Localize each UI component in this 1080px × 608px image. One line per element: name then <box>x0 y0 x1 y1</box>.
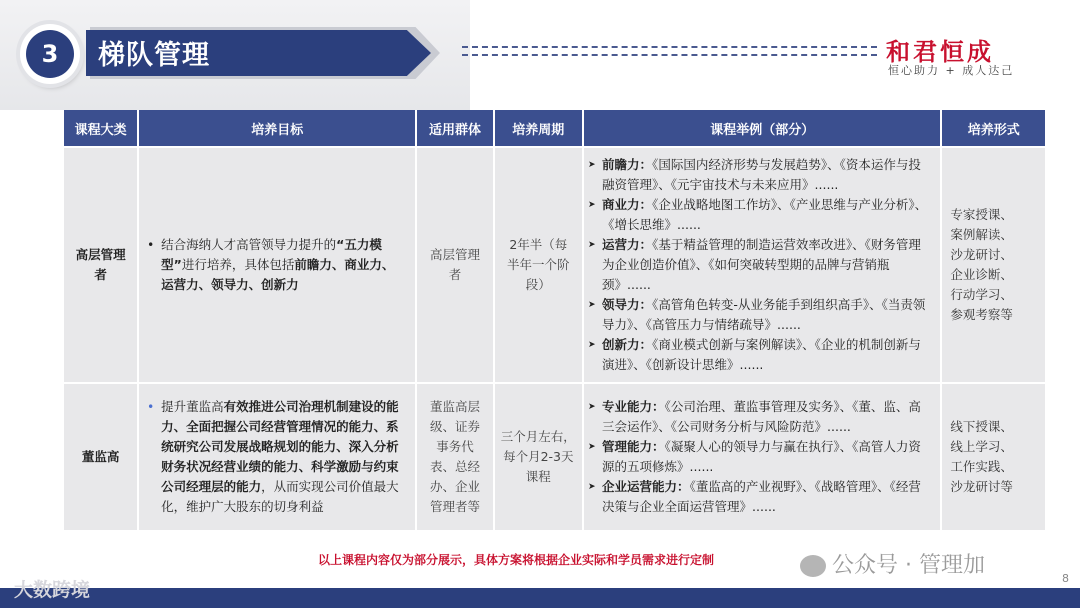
row-goal <box>139 384 415 530</box>
example-text: 《国际国内经济形势与发展趋势》、《资本运作与投融资管理》、《元宇宙技术与未来应用》...... <box>602 157 921 192</box>
row-cycle <box>495 148 582 382</box>
arrow-bullet-icon: ➤ <box>588 402 596 412</box>
row-examples <box>584 148 940 382</box>
row-category <box>64 148 137 382</box>
header-dashed-line-top <box>462 46 877 48</box>
arrow-bullet-icon: ➤ <box>588 240 596 250</box>
wechat-icon <box>800 555 826 577</box>
wechat-account <box>800 548 985 579</box>
format-item: 企业诊断、 <box>950 267 1013 282</box>
arrow-bullet-icon: ➤ <box>588 340 596 350</box>
example-label: 管理能力： <box>602 439 665 454</box>
format-item: 行动学习、 <box>950 287 1013 302</box>
example-label: 商业力： <box>602 197 653 212</box>
format-item: 线下授课、 <box>950 419 1013 434</box>
example-item <box>588 477 932 517</box>
goal-text-bold: 前瞻力、商业力、运营力、领导力、创新力 <box>161 257 395 292</box>
header-goal: 培养目标 <box>139 110 415 146</box>
format-item: 专家授课、 <box>950 207 1013 222</box>
goal-text-pre: 结合海纳人才高管领导力提升的 <box>161 237 337 252</box>
page-title: 梯队管理 <box>98 40 210 71</box>
format-item: 沙龙研讨等 <box>950 479 1013 494</box>
watermark: 大数跨境 <box>14 579 91 601</box>
example-item <box>588 295 932 335</box>
arrow-bullet-icon: ➤ <box>588 482 596 492</box>
goal-text <box>161 235 405 295</box>
example-item <box>588 335 932 375</box>
arrow-bullet-icon: ➤ <box>588 442 596 452</box>
header-group: 适用群体 <box>417 110 492 146</box>
example-text: 《基于精益管理的制造运营效率改进》、《财务管理为企业创造价值》、《如何突破转型期的品牌与营销瓶颈》...... <box>602 237 921 292</box>
example-label: 创新力： <box>602 337 653 352</box>
bullet-icon: • <box>147 238 155 252</box>
cycle-label: 2年半（每半年一个阶段） <box>507 237 570 292</box>
goal-text-mid: 进行培养，具体包括 <box>181 257 295 272</box>
header-dashed-line-bottom <box>462 54 877 56</box>
footer-bar <box>0 588 1080 608</box>
section-number: 3 <box>26 30 74 78</box>
example-text: 《高管角色转变-从业务能手到组织高手》、《当责领导力》、《高管压力与情绪疏导》...... <box>602 297 926 332</box>
category-label: 高层管理者 <box>75 247 126 282</box>
header-examples: 课程举例（部分） <box>584 110 940 146</box>
goal-text <box>161 397 405 517</box>
row-format <box>942 384 1045 530</box>
format-item: 沙龙研讨、 <box>950 247 1013 262</box>
example-label: 运营力： <box>602 237 653 252</box>
example-text: 《企业战略地图工作坊》、《产业思维与产业分析》、《增长思维》...... <box>602 197 928 232</box>
company-slogan: 恒心助力 + 成人达己 <box>888 64 1015 77</box>
table-header-row <box>64 110 1045 146</box>
row-examples <box>584 384 940 530</box>
format-item: 工作实践、 <box>950 459 1013 474</box>
example-item <box>588 235 932 295</box>
group-label: 高层管理者 <box>429 247 480 282</box>
table-row <box>64 148 1045 382</box>
format-item: 参观考察等 <box>950 307 1013 322</box>
row-group <box>417 148 492 382</box>
example-label: 领导力： <box>602 297 653 312</box>
header-cycle: 培养周期 <box>495 110 582 146</box>
arrow-bullet-icon: ➤ <box>588 300 596 310</box>
example-text: 《凝聚人心的领导力与赢在执行》、《高管人力资源的五项修炼》...... <box>602 439 921 474</box>
example-text: 《商业模式创新与案例解读》、《企业的机制创新与演进》、《创新设计思维》...... <box>602 337 921 372</box>
example-item <box>588 155 932 195</box>
example-item <box>588 397 932 437</box>
row-cycle <box>495 384 582 530</box>
example-label: 前瞻力： <box>602 157 653 172</box>
goal-item <box>147 235 405 295</box>
row-format <box>942 148 1045 382</box>
bullet-icon: • <box>147 400 155 414</box>
cycle-label: 三个月左右，每个月2-3天课程 <box>500 429 576 484</box>
goal-text-pre: 提升董监高 <box>161 399 224 414</box>
example-text: 《公司治理、董监事管理及实务》、《董、监、高三会运作》、《公司财务分析与风险防范》...... <box>602 399 921 434</box>
goal-item <box>147 397 405 517</box>
example-item <box>588 195 932 235</box>
format-item: 案例解读、 <box>950 227 1013 242</box>
goal-text-bold: 有效推进公司治理机制建设的能力、全面把握公司经营管理情况的能力、系统研究公司发展战略规划的能力、深入分析财务状况经营业绩的能力、科学激励与约束公司经理层的能力 <box>161 399 399 494</box>
row-category <box>64 384 137 530</box>
example-item <box>588 437 932 477</box>
category-label: 董监高 <box>81 449 120 464</box>
arrow-bullet-icon: ➤ <box>588 200 596 210</box>
goal-text-mid: ，从而实现公司价值最大化，维护广大股东的切身利益 <box>161 479 399 514</box>
wechat-label: 公众号 · 管理加 <box>832 553 985 578</box>
header-category: 课程大类 <box>64 110 137 146</box>
course-table <box>62 108 1047 532</box>
page-number: 8 <box>1062 572 1069 585</box>
section-number-badge <box>20 24 80 84</box>
header-format: 培养形式 <box>942 110 1045 146</box>
row-group <box>417 384 492 530</box>
goal-text-bold: “五力模型” <box>161 237 382 272</box>
company-logo: 和君恒成 <box>886 37 994 66</box>
format-item: 线上学习、 <box>950 439 1013 454</box>
disclaimer-note: 以上课程内容仅为部分展示，具体方案将根据企业实际和学员需求进行定制 <box>318 553 715 567</box>
example-label: 专业能力： <box>602 399 665 414</box>
example-label: 企业运营能力： <box>602 479 690 494</box>
arrow-bullet-icon: ➤ <box>588 160 596 170</box>
group-label: 董监高层级、证券事务代表、总经办、企业管理者等 <box>429 399 480 514</box>
table-row <box>64 384 1045 530</box>
example-text: 《董监高的产业视野》、《战略管理》、《经营决策与企业全面运营管理》...... <box>602 479 921 514</box>
row-goal <box>139 148 415 382</box>
